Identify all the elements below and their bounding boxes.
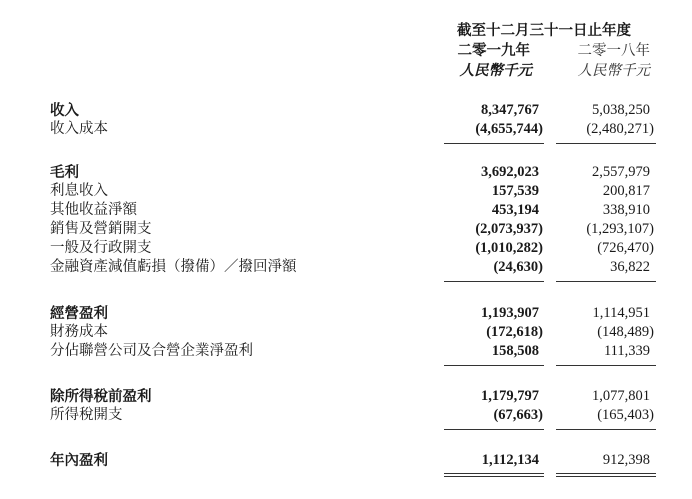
row-admin-expenses [0,239,692,258]
value-current: (1,010,282) [475,240,543,256]
year-prior-heading: 二零一八年 [577,43,650,59]
row-label: 毛利 [50,164,79,181]
value-prior: 1,114,951 [592,305,650,321]
year-current-heading: 二零一九年 [457,42,530,59]
value-prior: 2,557,979 [592,164,650,180]
value-current: (4,655,744) [475,121,543,137]
value-prior: (1,293,107) [586,221,654,237]
row-label: 分佔聯營公司及合營企業淨盈利 [50,343,253,359]
value-current: 157,539 [491,183,539,199]
subtotal-rule-prior [556,281,656,282]
value-current: 1,112,134 [481,452,539,468]
row-operating-profit [0,304,692,323]
row-label: 銷售及營銷開支 [50,221,152,237]
unit-prior-heading: 人民幣千元 [577,63,650,79]
value-current: (172,618) [486,324,543,340]
value-current: (24,630) [493,259,543,275]
subtotal-rule-current [444,281,544,282]
row-label: 金融資產減值虧損（撥備）／撥回淨額 [50,259,297,275]
row-interest-income [0,182,692,201]
value-prior: 36,822 [610,259,650,275]
row-selling-expenses [0,220,692,239]
period-heading: 截至十二月三十一日止年度 [457,22,631,39]
row-cost-of-revenue [0,120,692,139]
total-double-rule-prior [556,473,656,474]
row-profit-before-tax [0,387,692,406]
value-current: 1,179,797 [481,388,539,404]
row-label: 所得稅開支 [50,407,123,423]
subtotal-rule-prior [556,429,656,430]
value-prior: 912,398 [602,452,650,468]
value-prior: 1,077,801 [592,388,650,404]
subtotal-rule-prior [556,143,656,144]
row-gross-profit [0,163,692,182]
row-label: 利息收入 [50,183,108,199]
row-other-gains [0,201,692,220]
total-double-rule-current [444,476,544,477]
row-label: 一般及行政開支 [50,240,152,256]
value-prior: 5,038,250 [592,102,650,118]
subtotal-rule-current [444,143,544,144]
row-finance-costs [0,323,692,342]
row-label: 財務成本 [50,324,108,340]
row-label: 收入成本 [50,121,108,137]
row-label: 收入 [50,102,79,119]
value-prior: 111,339 [603,343,650,359]
unit-current-heading: 人民幣千元 [459,62,532,79]
row-label: 年內盈利 [50,452,108,469]
row-profit-for-year [0,451,692,470]
subtotal-rule-current [444,429,544,430]
value-current: (2,073,937) [475,221,543,237]
total-double-rule-prior [556,476,656,477]
value-current: 8,347,767 [481,102,539,118]
value-current: 1,193,907 [481,305,539,321]
total-double-rule-current [444,473,544,474]
row-impairment [0,258,692,277]
row-label: 經營盈利 [50,305,108,322]
value-prior: (726,470) [597,240,654,256]
value-prior: (165,403) [597,407,654,423]
row-revenue [0,101,692,120]
value-current: (67,663) [493,407,543,423]
row-income-tax [0,406,692,425]
row-share-of-associates [0,342,692,361]
value-prior: 338,910 [602,202,650,218]
value-prior: (2,480,271) [586,121,654,137]
subtotal-rule-prior [556,365,656,366]
value-prior: (148,489) [597,324,654,340]
row-label: 其他收益淨額 [50,202,137,218]
value-current: 158,508 [491,343,539,359]
subtotal-rule-current [444,365,544,366]
value-current: 453,194 [491,202,539,218]
row-label: 除所得稅前盈利 [50,388,152,405]
value-prior: 200,817 [602,183,650,199]
value-current: 3,692,023 [481,164,539,180]
